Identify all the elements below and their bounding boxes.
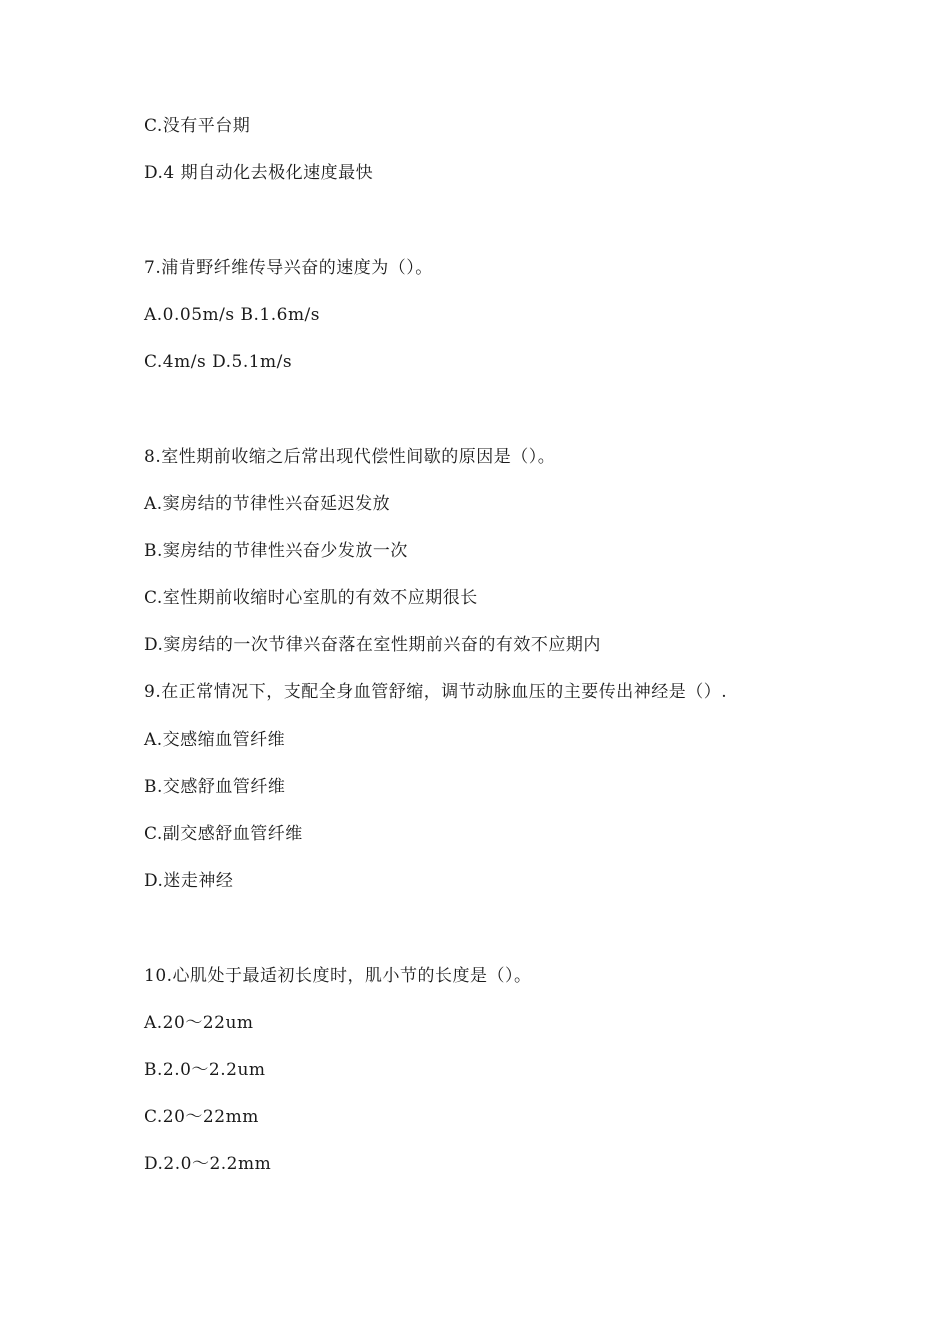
option-10d: D.2.0～2.2mm xyxy=(144,1154,272,1174)
option-6c: C.没有平台期 xyxy=(144,116,251,136)
option-7cd: C.4m/s D.5.1m/s xyxy=(144,352,293,372)
option-10b: B.2.0～2.2um xyxy=(144,1060,266,1080)
question-7: 7.浦肯野纤维传导兴奋的速度为（）。 xyxy=(144,258,433,278)
question-8: 8.室性期前收缩之后常出现代偿性间歇的原因是（）。 xyxy=(144,447,556,467)
option-8c: C.室性期前收缩时心室肌的有效不应期很长 xyxy=(144,588,478,608)
option-8d: D.窦房结的一次节律兴奋落在室性期前兴奋的有效不应期内 xyxy=(144,635,601,655)
option-8b: B.窦房结的节律性兴奋少发放一次 xyxy=(144,541,408,561)
option-8a: A.窦房结的节律性兴奋延迟发放 xyxy=(144,494,391,514)
option-10a: A.20～22um xyxy=(144,1013,254,1033)
question-9: 9.在正常情况下，支配全身血管舒缩，调节动脉血压的主要传出神经是（）. xyxy=(144,682,728,702)
option-10c: C.20～22mm xyxy=(144,1107,259,1127)
option-6d: D.4 期自动化去极化速度最快 xyxy=(144,163,374,183)
option-7ab: A.0.05m/s B.1.6m/s xyxy=(144,305,321,325)
option-9c: C.副交感舒血管纤维 xyxy=(144,824,303,844)
option-9a: A.交感缩血管纤维 xyxy=(144,730,286,750)
option-9d: D.迷走神经 xyxy=(144,871,234,891)
question-10: 10.心肌处于最适初长度时，肌小节的长度是（）。 xyxy=(144,966,532,986)
option-9b: B.交感舒血管纤维 xyxy=(144,777,286,797)
